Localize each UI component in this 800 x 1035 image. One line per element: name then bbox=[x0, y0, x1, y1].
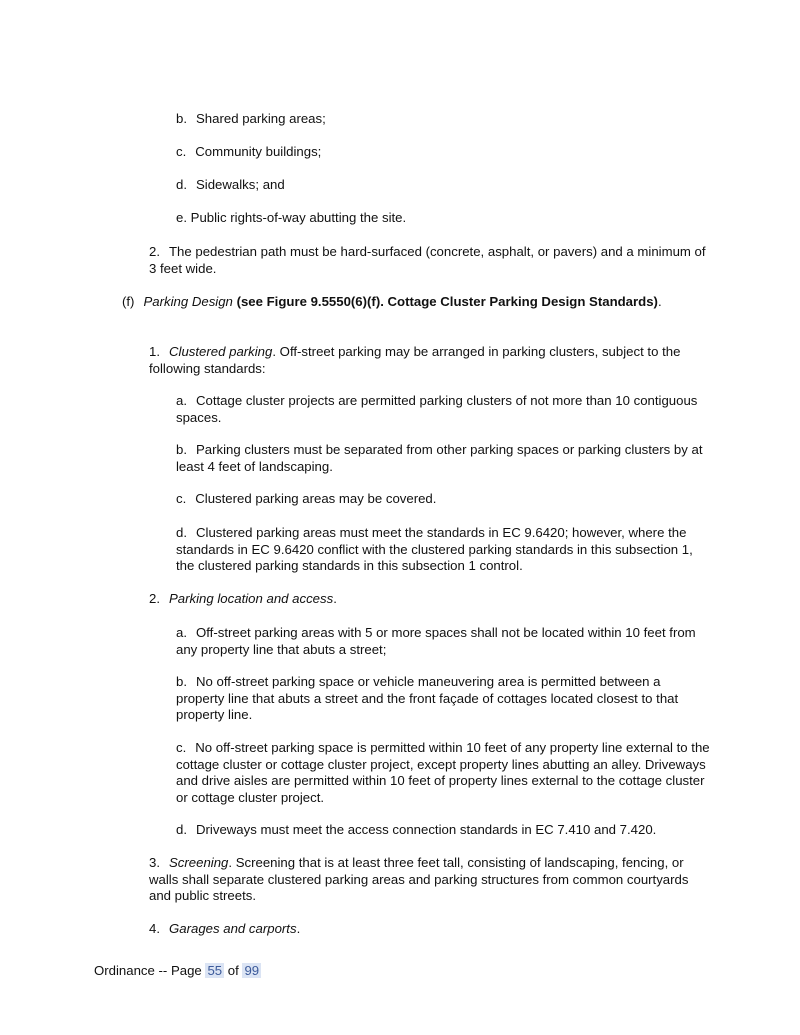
item-d-sidewalks: d. Sidewalks; and bbox=[176, 177, 285, 192]
item-b-shared-parking: b. Shared parking areas; bbox=[176, 111, 326, 126]
garages-heading: 4. Garages and carports. bbox=[149, 921, 301, 936]
location-item-c: c. No off-street parking space is permitted within 10 feet of any property line external to the cottage cluster or cottage cluster project, except property lines abutting an alley. Driveways and drive aisles are permitted within 10 feet of property lines external to the cottage cluster or cottage cluster project. bbox=[176, 740, 710, 805]
clustered-item-a: a. Cottage cluster projects are permitted parking clusters of not more than 10 contiguous spaces. bbox=[176, 393, 698, 425]
location-item-d: d. Driveways must meet the access connection standards in EC 7.410 and 7.420. bbox=[176, 822, 657, 837]
footer-prefix: Ordinance -- Page bbox=[94, 963, 202, 978]
parking-location-heading: 2. Parking location and access. bbox=[149, 591, 337, 606]
total-pages-field: 99 bbox=[244, 963, 260, 978]
footer-of: of bbox=[227, 963, 239, 978]
section-f-heading: (f) Parking Design (see Figure 9.5550(6)(f). Cottage Cluster Parking Design Standards). bbox=[122, 294, 662, 309]
clustered-item-d: d. Clustered parking areas must meet the standards in EC 9.6420; however, where the standards in EC 9.6420 conflict with the clustered parking standards in this subsection 1, the clustered parking standards in this subsection 1 control. bbox=[176, 525, 693, 573]
screening-paragraph: 3. Screening. Screening that is at least three feet tall, consisting of landscaping, fencing, or walls shall separate clustered parking areas and parking structures from common courtyards and public streets. bbox=[149, 855, 689, 903]
page-footer bbox=[94, 963, 261, 980]
page-number-field: 55 bbox=[207, 963, 223, 978]
item-2-pedestrian-path: 2. The pedestrian path must be hard-surfaced (concrete, asphalt, or pavers) and a minimum of 3 feet wide. bbox=[149, 244, 706, 276]
location-item-a: a. Off-street parking areas with 5 or more spaces shall not be located within 10 feet from any property line that abuts a street; bbox=[176, 625, 696, 657]
item-e-public-rights: e. Public rights-of-way abutting the site. bbox=[176, 210, 407, 225]
clustered-parking-paragraph: 1. Clustered parking. Off-street parking may be arranged in parking clusters, subject to the following standards: bbox=[149, 344, 681, 376]
location-item-b: b. No off-street parking space or vehicle maneuvering area is permitted between a property line that abuts a street and the front façade of cottages located closest to that property line. bbox=[176, 674, 679, 722]
clustered-item-b: b. Parking clusters must be separated from other parking spaces or parking clusters by at least 4 feet of landscaping. bbox=[176, 442, 703, 474]
item-c-community-buildings: c. Community buildings; bbox=[176, 144, 322, 159]
clustered-item-c: c. Clustered parking areas may be covered. bbox=[176, 491, 437, 506]
